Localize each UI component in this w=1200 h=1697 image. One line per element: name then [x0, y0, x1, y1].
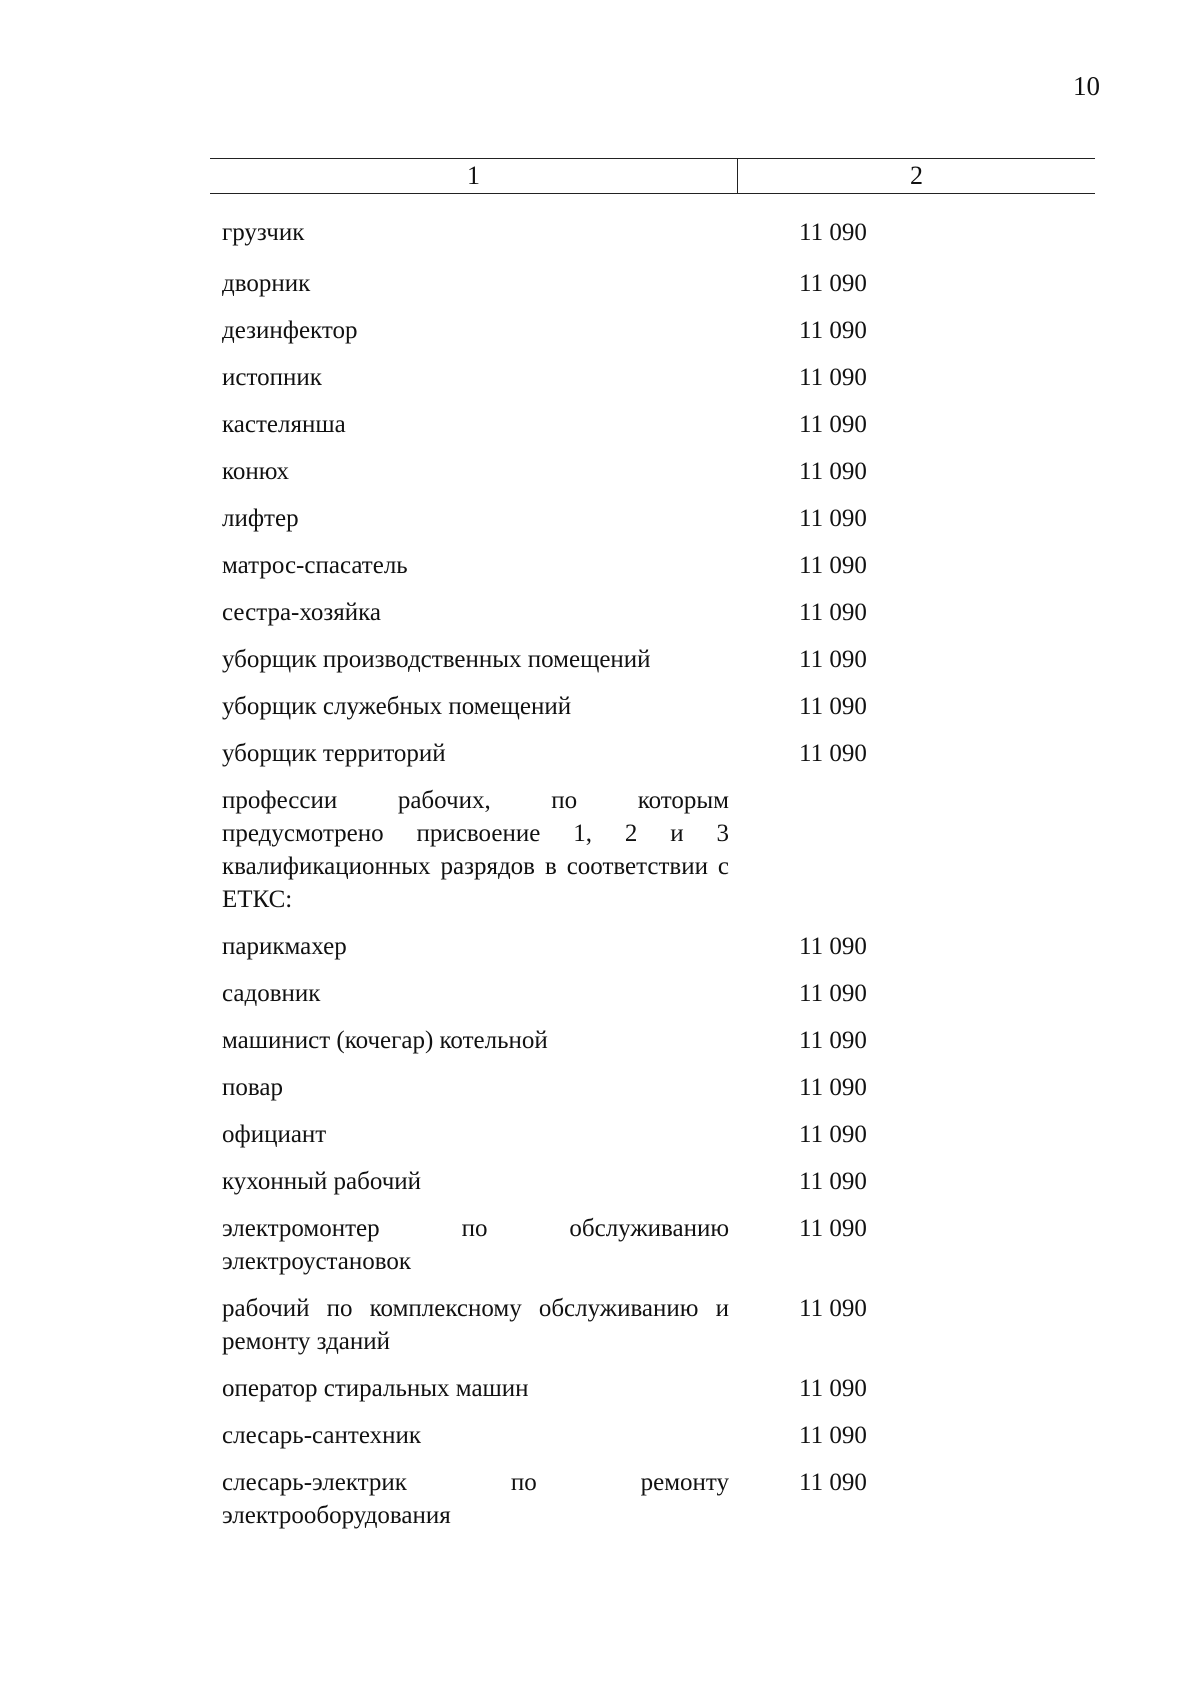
rate-value: 11 090 [799, 1375, 867, 1402]
profession-name: садовник [222, 980, 321, 1007]
profession-name: матрос-спасатель [222, 552, 408, 579]
profession-name: грузчик [222, 219, 305, 246]
table-row [210, 1292, 1095, 1358]
table-row [210, 690, 1095, 723]
rate-value: 11 090 [799, 270, 867, 297]
rate-value: 11 090 [799, 1215, 867, 1242]
profession-name: дезинфектор [222, 317, 358, 344]
table-row [210, 596, 1095, 629]
profession-name: слесарь-электрик по ремонту электрооборудования [222, 1469, 729, 1529]
rate-value: 11 090 [799, 552, 867, 579]
table-header-row [210, 158, 1095, 194]
page-number: 10 [1073, 71, 1100, 101]
table-row [210, 1212, 1095, 1278]
column-header-1: 1 [210, 159, 738, 193]
rate-value: 11 090 [799, 599, 867, 626]
table-row [210, 737, 1095, 770]
profession-name: слесарь-сантехник [222, 1422, 421, 1449]
profession-name: кастелянша [222, 411, 346, 438]
profession-name: оператор стиральных машин [222, 1375, 529, 1402]
profession-name: уборщик территорий [222, 740, 446, 767]
table-row [210, 784, 1095, 916]
rate-value: 11 090 [799, 693, 867, 720]
rate-value: 11 090 [799, 933, 867, 960]
rate-value: 11 090 [799, 458, 867, 485]
table-row [210, 1071, 1095, 1104]
profession-name: уборщик производственных помещений [222, 646, 651, 673]
table-row [210, 455, 1095, 488]
table-row [210, 1118, 1095, 1151]
table-row [210, 930, 1095, 963]
table-row [210, 314, 1095, 347]
profession-name: парикмахер [222, 933, 347, 960]
rate-value: 11 090 [799, 364, 867, 391]
table-row [210, 1024, 1095, 1057]
table-row [210, 1466, 1095, 1532]
profession-name: истопник [222, 364, 322, 391]
rates-table [210, 158, 1095, 1532]
profession-name: электромонтер по обслуживанию электроустановок [222, 1215, 729, 1275]
table-row [210, 549, 1095, 582]
profession-name: кухонный рабочий [222, 1168, 422, 1195]
rate-value: 11 090 [799, 1469, 867, 1496]
table-row [210, 216, 1095, 249]
table-row [210, 408, 1095, 441]
rate-value: 11 090 [799, 980, 867, 1007]
profession-name: рабочий по комплексному обслуживанию и ремонту зданий [222, 1295, 729, 1355]
rate-value: 11 090 [799, 740, 867, 767]
profession-name: лифтер [222, 505, 299, 532]
rate-value: 11 090 [799, 317, 867, 344]
table-row [210, 1165, 1095, 1198]
table-row [210, 502, 1095, 535]
profession-name: машинист (кочегар) котельной [222, 1027, 548, 1054]
profession-name: конюх [222, 458, 289, 485]
rate-value: 11 090 [799, 1074, 867, 1101]
profession-name: официант [222, 1121, 327, 1148]
table-row [210, 643, 1095, 676]
table-row [210, 1419, 1095, 1452]
table-body [210, 194, 1095, 1532]
rate-value: 11 090 [799, 646, 867, 673]
rate-value: 11 090 [799, 1422, 867, 1449]
column-header-2: 2 [910, 161, 923, 190]
rate-value: 11 090 [799, 1121, 867, 1148]
table-row [210, 267, 1095, 300]
rate-value: 11 090 [799, 1027, 867, 1054]
rate-value: 11 090 [799, 219, 867, 246]
profession-name: профессии рабочих, по которым предусмотрено присвоение 1, 2 и 3 квалификационных разрядов в соответствии с ЕТКС: [222, 787, 729, 913]
profession-name: уборщик служебных помещений [222, 693, 572, 720]
rate-value: 11 090 [799, 411, 867, 438]
rate-value: 11 090 [799, 1168, 867, 1195]
profession-name: дворник [222, 270, 311, 297]
table-row [210, 977, 1095, 1010]
profession-name: сестра-хозяйка [222, 599, 382, 626]
rate-value: 11 090 [799, 1295, 867, 1322]
table-row [210, 1372, 1095, 1405]
table-row [210, 361, 1095, 394]
rate-value: 11 090 [799, 505, 867, 532]
profession-name: повар [222, 1074, 283, 1101]
